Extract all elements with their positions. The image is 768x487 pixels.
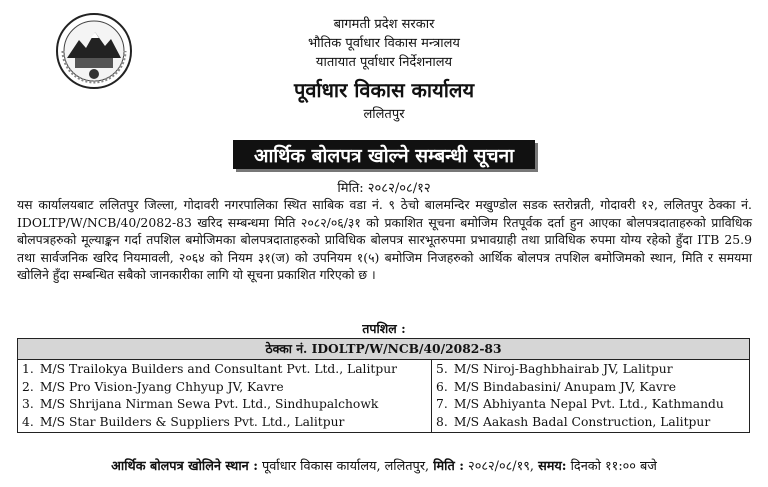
opening-date-value: २०८२/०८/१९, [468, 459, 534, 474]
bidders-table [17, 338, 750, 433]
list-item: 3. M/S Shrijana Nirman Sewa Pvt. Ltd., Sindhupalchowk [22, 397, 379, 411]
list-item: 7. M/S Abhiyanta Nepal Pvt. Ltd., Kathmandu [436, 397, 724, 411]
contract-number-header: ठेक्का नं. IDOLTP/W/NCB/40/2082-83 [18, 339, 750, 360]
opening-place-label: आर्थिक बोलपत्र खोलिने स्थान : [111, 459, 258, 474]
office-title: पूर्वाधार विकास कार्यालय [293, 78, 475, 102]
opening-date-label: मिति : [433, 459, 464, 474]
notice-title-banner [233, 140, 535, 169]
bidders-left-column [18, 360, 432, 433]
bidder-name: M/S Bindabasini/ Anupam JV, Kavre [453, 379, 677, 394]
list-item: 6. M/S Bindabasini/ Anupam JV, Kavre [436, 379, 677, 394]
opening-place-value: पूर्वाधार विकास कार्यालय, ललितपुर, [262, 459, 430, 474]
table-header-row [18, 339, 750, 360]
list-item: 5. M/S Niroj-Baghbhairab JV, Lalitpur [436, 362, 673, 376]
notice-body-text: यस कार्यालयबाट ललितपुर जिल्ला, गोदावरी नगरपालिका स्थित साबिक वडा नं. ९ ठेचो बालमन्दिर मखुण्डोल सडक स्तरोन्नती, गोदावरी १२, ललितपुर ठेक्का नं. IDOLTP/W/NCB/40/2082-83 खरिद सम्बन्धमा मिति २०८२/०६/३१ को प्रकाशित सूचना बमोजिम रितपूर्वक दर्ता हुन आएका बोलपत्रदाताहरुको प्राविधिक बोलपत्रहरुको मूल्याङ्कन गर्दा तपशिल बमोजिमका बोलपत्रदाताहरुको प्राविधिक बोलपत्र सारभूतरुपमा प्रभावग्राही तथा प्राविधिक रुपमा योग्य रहेको हुँदा ITB 25.9 तथा सार्वजनिक खरिद नियमावली, २०६४ को नियम ३१(ज) को उपनियम १(५) बमोजिम निजहरुको आर्थिक बोलपत्र तपशिल बमोजिमको स्थान, मिति र समयमा खोलिने हुँदा सम्बन्धित सबैको जानकारीका लागि यो सूचना प्रकाशित गरिएको छ । [17, 197, 752, 283]
bidder-name: M/S Trailokya Builders and Consultant Pvt. Ltd., Lalitpur [39, 362, 398, 376]
table-row [18, 360, 750, 433]
bidder-name: M/S Niroj-Baghbhairab JV, Lalitpur [453, 362, 673, 376]
list-item: 4. M/S Star Builders & Suppliers Pvt. Ltd., Lalitpur [22, 414, 345, 429]
details-heading: तपशिल : [362, 321, 406, 336]
office-location: ललितपुर [363, 107, 405, 122]
notice-title: आर्थिक बोलपत्र खोल्ने सम्बन्धी सूचना [253, 144, 515, 167]
opening-time-value: दिनको ११:०० बजे [570, 459, 657, 474]
bidder-name: M/S Abhiyanta Nepal Pvt. Ltd., Kathmandu [453, 397, 724, 411]
bidder-name: M/S Star Builders & Suppliers Pvt. Ltd., Lalitpur [39, 414, 345, 429]
province-government-title: बागमती प्रदेश सरकार [333, 17, 435, 32]
list-item: 8. M/S Aakash Badal Construction, Lalitpur [436, 414, 711, 429]
ministry-title: भौतिक पूर्वाधार विकास मन्त्रालय [308, 36, 460, 51]
bidder-name: M/S Aakash Badal Construction, Lalitpur [453, 414, 711, 429]
opening-details [0, 456, 768, 474]
bidders-right-column [432, 360, 750, 433]
bidder-name: M/S Shrijana Nirman Sewa Pvt. Ltd., Sindhupalchowk [39, 397, 379, 411]
directorate-title: यातायात पूर्वाधार निर्देशनालय [315, 55, 453, 70]
notice-date: मिति: २०८२/०८/१२ [337, 181, 431, 196]
list-item: 2. M/S Pro Vision-Jyang Chhyup JV, Kavre [22, 379, 284, 394]
opening-time-label: समय: [538, 459, 567, 474]
list-item: 1. M/S Trailokya Builders and Consultant Pvt. Ltd., Lalitpur [22, 362, 398, 376]
bidder-name: M/S Pro Vision-Jyang Chhyup JV, Kavre [39, 379, 284, 394]
